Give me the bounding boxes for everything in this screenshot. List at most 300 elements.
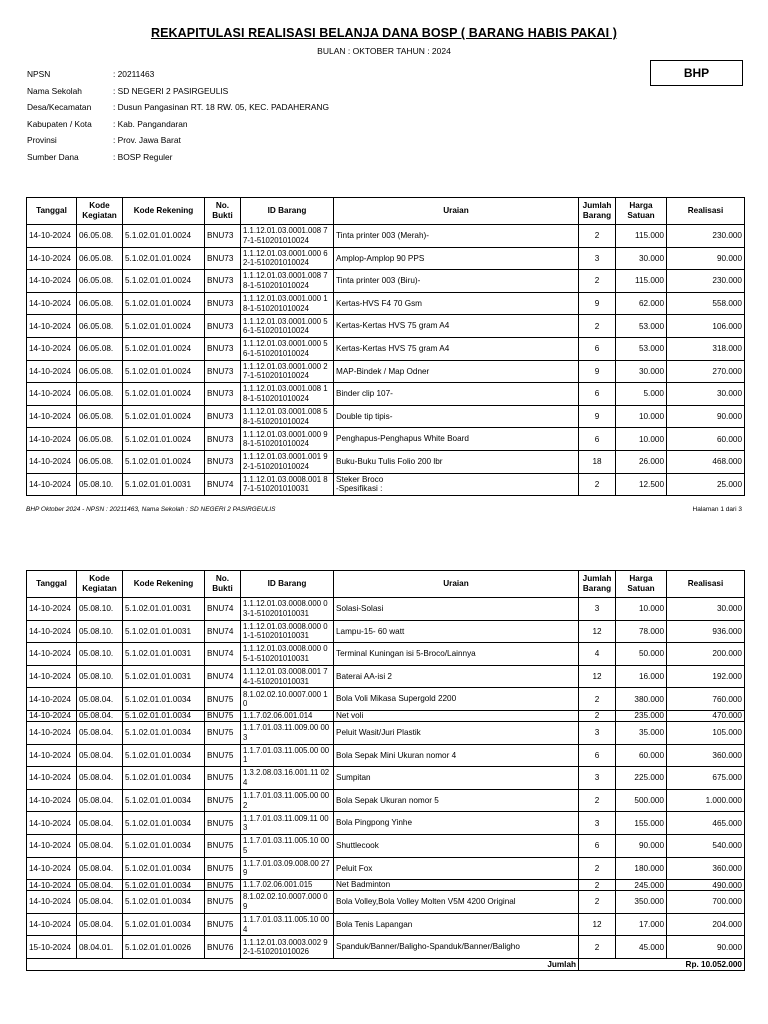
- cell-uraian: Steker Broco -Spesifikasi :: [334, 473, 579, 496]
- cell-harga: 12.500: [616, 473, 667, 496]
- cell-uraian: Kertas-Kertas HVS 75 gram A4: [334, 337, 579, 360]
- cell-id-barang: 1.1.7.02.06.001.015: [241, 880, 334, 891]
- cell-no-bukti: BNU74: [205, 473, 241, 496]
- table-row: [27, 247, 745, 270]
- cell-harga: 35.000: [616, 721, 667, 744]
- cell-kode-kegiatan: 05.08.04.: [77, 688, 123, 711]
- col-id-barang: ID Barang: [241, 571, 334, 598]
- cell-uraian: Kertas-HVS F4 70 Gsm: [334, 292, 579, 315]
- cell-id-barang: 1.1.7.01.03.11.009.11 003: [241, 812, 334, 835]
- cell-id-barang: 1.1.12.01.03.0008.000 05-1-510201010031: [241, 643, 334, 666]
- table-row: [27, 857, 745, 880]
- cell-jumlah: 6: [579, 744, 616, 767]
- cell-kode-kegiatan: 05.08.04.: [77, 891, 123, 914]
- cell-tanggal: 14-10-2024: [27, 688, 77, 711]
- page-number: Halaman 1 dari 3: [692, 506, 742, 513]
- cell-harga: 30.000: [616, 247, 667, 270]
- cell-harga: 155.000: [616, 812, 667, 835]
- cell-no-bukti: BNU75: [205, 688, 241, 711]
- cell-id-barang: 1.1.7.01.03.09.008.00 279: [241, 857, 334, 880]
- total-label: Jumlah: [27, 958, 579, 970]
- table-row: [27, 405, 745, 428]
- cell-uraian: Penghapus-Penghapus White Board: [334, 428, 579, 451]
- expense-table-page-2: [26, 570, 745, 971]
- cell-jumlah: 2: [579, 789, 616, 812]
- cell-id-barang: 1.1.12.01.03.0001.008 58-1-510201010024: [241, 405, 334, 428]
- cell-realisasi: 25.000: [667, 473, 745, 496]
- cell-tanggal: 14-10-2024: [27, 620, 77, 643]
- cell-tanggal: 14-10-2024: [27, 857, 77, 880]
- cell-kode-kegiatan: 05.08.04.: [77, 721, 123, 744]
- cell-harga: 30.000: [616, 360, 667, 383]
- cell-id-barang: 1.1.7.01.03.11.009.00 003: [241, 721, 334, 744]
- cell-tanggal: 14-10-2024: [27, 247, 77, 270]
- cell-id-barang: 1.1.12.01.03.0001.008 18-1-510201010024: [241, 383, 334, 406]
- cell-uraian: Tinta printer 003 (Merah)-: [334, 225, 579, 248]
- cell-no-bukti: BNU74: [205, 643, 241, 666]
- cell-uraian: Binder clip 107-: [334, 383, 579, 406]
- cell-id-barang: 1.1.12.01.03.0001.000 18-1-510201010024: [241, 292, 334, 315]
- cell-realisasi: 105.000: [667, 721, 745, 744]
- cell-no-bukti: BNU73: [205, 225, 241, 248]
- col-kode-kegiatan: Kode Kegiatan: [77, 571, 123, 598]
- cell-harga: 10.000: [616, 405, 667, 428]
- cell-tanggal: 14-10-2024: [27, 834, 77, 857]
- cell-no-bukti: BNU75: [205, 880, 241, 891]
- table-row: [27, 880, 745, 891]
- cell-harga: 45.000: [616, 936, 667, 959]
- cell-realisasi: 60.000: [667, 428, 745, 451]
- cell-no-bukti: BNU76: [205, 936, 241, 959]
- cell-realisasi: 230.000: [667, 225, 745, 248]
- cell-id-barang: 1.1.12.01.03.0001.000 56-1-510201010024: [241, 337, 334, 360]
- cell-tanggal: 14-10-2024: [27, 598, 77, 621]
- cell-jumlah: 4: [579, 643, 616, 666]
- cell-id-barang: 1.1.7.01.03.11.005.00 001: [241, 744, 334, 767]
- cell-no-bukti: BNU73: [205, 315, 241, 338]
- cell-kode-rekening: 5.1.02.01.01.0024: [123, 405, 205, 428]
- table-row: [27, 315, 745, 338]
- cell-uraian: Spanduk/Banner/Baligho-Spanduk/Banner/Baligho: [334, 936, 579, 959]
- cell-tanggal: 14-10-2024: [27, 789, 77, 812]
- expense-table-page-1: [26, 197, 745, 496]
- table-row: [27, 598, 745, 621]
- table-row: [27, 428, 745, 451]
- table-row: [27, 620, 745, 643]
- cell-uraian: Buku-Buku Tulis Folio 200 lbr: [334, 450, 579, 473]
- table-row: [27, 913, 745, 936]
- cell-kode-kegiatan: 05.08.04.: [77, 767, 123, 790]
- cell-jumlah: 2: [579, 225, 616, 248]
- cell-tanggal: 14-10-2024: [27, 383, 77, 406]
- cell-kode-kegiatan: 06.05.08.: [77, 270, 123, 293]
- info-row: [27, 102, 329, 119]
- cell-realisasi: 360.000: [667, 744, 745, 767]
- info-value: : 20211463: [113, 69, 155, 79]
- cell-tanggal: 14-10-2024: [27, 665, 77, 688]
- cell-kode-rekening: 5.1.02.01.01.0026: [123, 936, 205, 959]
- cell-harga: 115.000: [616, 225, 667, 248]
- cell-kode-kegiatan: 05.08.04.: [77, 710, 123, 721]
- cell-jumlah: 18: [579, 450, 616, 473]
- cell-realisasi: 90.000: [667, 936, 745, 959]
- cell-kode-rekening: 5.1.02.01.01.0034: [123, 812, 205, 835]
- cell-tanggal: 14-10-2024: [27, 880, 77, 891]
- cell-kode-rekening: 5.1.02.01.01.0034: [123, 834, 205, 857]
- cell-kode-rekening: 5.1.02.01.01.0031: [123, 620, 205, 643]
- cell-id-barang: 1.1.7.01.03.11.005.10 005: [241, 834, 334, 857]
- cell-realisasi: 360.000: [667, 857, 745, 880]
- cell-jumlah: 12: [579, 665, 616, 688]
- total-row: [27, 958, 745, 970]
- cell-kode-kegiatan: 05.08.10.: [77, 665, 123, 688]
- cell-harga: 26.000: [616, 450, 667, 473]
- bhp-badge: BHP: [650, 60, 743, 86]
- cell-no-bukti: BNU75: [205, 834, 241, 857]
- cell-no-bukti: BNU74: [205, 598, 241, 621]
- cell-kode-kegiatan: 05.08.04.: [77, 789, 123, 812]
- cell-tanggal: 14-10-2024: [27, 225, 77, 248]
- cell-kode-kegiatan: 05.08.10.: [77, 643, 123, 666]
- cell-harga: 235.000: [616, 710, 667, 721]
- cell-uraian: Bola Voli Mikasa Supergold 2200: [334, 688, 579, 711]
- cell-jumlah: 2: [579, 473, 616, 496]
- cell-uraian: Net voli: [334, 710, 579, 721]
- cell-harga: 17.000: [616, 913, 667, 936]
- cell-id-barang: 1.3.2.08.03.16.001.11 024: [241, 767, 334, 790]
- cell-kode-rekening: 5.1.02.01.01.0034: [123, 891, 205, 914]
- cell-no-bukti: BNU73: [205, 292, 241, 315]
- cell-realisasi: 204.000: [667, 913, 745, 936]
- cell-realisasi: 700.000: [667, 891, 745, 914]
- table-header-row: [27, 198, 745, 225]
- cell-kode-rekening: 5.1.02.01.01.0024: [123, 428, 205, 451]
- cell-kode-rekening: 5.1.02.01.01.0031: [123, 643, 205, 666]
- cell-jumlah: 6: [579, 383, 616, 406]
- info-row: [27, 86, 329, 103]
- cell-realisasi: 540.000: [667, 834, 745, 857]
- cell-realisasi: 936.000: [667, 620, 745, 643]
- cell-no-bukti: BNU75: [205, 721, 241, 744]
- cell-jumlah: 3: [579, 598, 616, 621]
- cell-id-barang: 1.1.12.01.03.0001.001 92-1-510201010024: [241, 450, 334, 473]
- cell-id-barang: 1.1.12.01.03.0001.000 27-1-510201010024: [241, 360, 334, 383]
- cell-tanggal: 14-10-2024: [27, 292, 77, 315]
- cell-tanggal: 14-10-2024: [27, 405, 77, 428]
- cell-uraian: Tinta printer 003 (Biru)-: [334, 270, 579, 293]
- table-row: [27, 688, 745, 711]
- cell-harga: 180.000: [616, 857, 667, 880]
- cell-realisasi: 90.000: [667, 247, 745, 270]
- cell-no-bukti: BNU75: [205, 857, 241, 880]
- cell-uraian: Amplop-Amplop 90 PPS: [334, 247, 579, 270]
- info-row: [27, 119, 329, 136]
- cell-kode-kegiatan: 05.08.10.: [77, 598, 123, 621]
- cell-jumlah: 3: [579, 767, 616, 790]
- cell-harga: 380.000: [616, 688, 667, 711]
- cell-id-barang: 1.1.12.01.03.0001.000 98-1-510201010024: [241, 428, 334, 451]
- col-kode-rekening: Kode Rekening: [123, 571, 205, 598]
- cell-kode-kegiatan: 06.05.08.: [77, 247, 123, 270]
- cell-kode-kegiatan: 06.05.08.: [77, 337, 123, 360]
- report-period: BULAN : OKTOBER TAHUN : 2024: [317, 46, 451, 56]
- table-row: [27, 360, 745, 383]
- cell-no-bukti: BNU73: [205, 360, 241, 383]
- cell-jumlah: 2: [579, 891, 616, 914]
- col-jumlah: Jumlah Barang: [579, 571, 616, 598]
- cell-id-barang: 1.1.7.02.06.001.014: [241, 710, 334, 721]
- cell-jumlah: 2: [579, 936, 616, 959]
- cell-realisasi: 230.000: [667, 270, 745, 293]
- cell-tanggal: 14-10-2024: [27, 473, 77, 496]
- cell-uraian: Kertas-Kertas HVS 75 gram A4: [334, 315, 579, 338]
- cell-id-barang: 1.1.12.01.03.0001.008 78-1-510201010024: [241, 270, 334, 293]
- info-value: : Kab. Pangandaran: [113, 118, 188, 129]
- col-harga: Harga Satuan: [616, 198, 667, 225]
- cell-jumlah: 2: [579, 880, 616, 891]
- cell-jumlah: 6: [579, 834, 616, 857]
- cell-jumlah: 3: [579, 812, 616, 835]
- cell-jumlah: 9: [579, 292, 616, 315]
- col-realisasi: Realisasi: [667, 571, 745, 598]
- cell-harga: 53.000: [616, 337, 667, 360]
- cell-harga: 53.000: [616, 315, 667, 338]
- cell-kode-kegiatan: 05.08.10.: [77, 620, 123, 643]
- table-row: [27, 891, 745, 914]
- cell-realisasi: 465.000: [667, 812, 745, 835]
- cell-realisasi: 675.000: [667, 767, 745, 790]
- school-info: [27, 69, 329, 168]
- cell-tanggal: 14-10-2024: [27, 428, 77, 451]
- info-value: : SD NEGERI 2 PASIRGEULIS: [113, 85, 229, 96]
- cell-kode-rekening: 5.1.02.01.01.0034: [123, 744, 205, 767]
- cell-uraian: Double tip tipis-: [334, 405, 579, 428]
- cell-realisasi: 270.000: [667, 360, 745, 383]
- cell-kode-kegiatan: 06.05.08.: [77, 428, 123, 451]
- info-label: Provinsi: [27, 135, 57, 145]
- info-label: Desa/Kecamatan: [27, 102, 92, 112]
- cell-tanggal: 14-10-2024: [27, 450, 77, 473]
- cell-uraian: Terminal Kuningan isi 5-Broco/Lainnya: [334, 643, 579, 666]
- cell-kode-kegiatan: 06.05.08.: [77, 292, 123, 315]
- cell-kode-kegiatan: 08.04.01.: [77, 936, 123, 959]
- info-label: Nama Sekolah: [27, 85, 82, 96]
- info-label: Kabupaten / Kota: [27, 118, 92, 129]
- cell-uraian: Peluit Wasit/Juri Plastik: [334, 721, 579, 744]
- table-row: [27, 812, 745, 835]
- cell-kode-rekening: 5.1.02.01.01.0024: [123, 337, 205, 360]
- cell-jumlah: 6: [579, 337, 616, 360]
- cell-kode-rekening: 5.1.02.01.01.0024: [123, 270, 205, 293]
- info-label: NPSN: [27, 69, 51, 79]
- col-id-barang: ID Barang: [241, 198, 334, 225]
- cell-realisasi: 1.000.000: [667, 789, 745, 812]
- cell-realisasi: 106.000: [667, 315, 745, 338]
- cell-kode-rekening: 5.1.02.01.01.0024: [123, 315, 205, 338]
- col-kode-rekening: Kode Rekening: [123, 198, 205, 225]
- cell-harga: 78.000: [616, 620, 667, 643]
- cell-id-barang: 1.1.7.01.03.11.005.10 004: [241, 913, 334, 936]
- cell-harga: 350.000: [616, 891, 667, 914]
- cell-kode-rekening: 5.1.02.01.01.0024: [123, 360, 205, 383]
- cell-kode-kegiatan: 06.05.08.: [77, 225, 123, 248]
- cell-id-barang: 1.1.12.01.03.0001.008 77-1-510201010024: [241, 225, 334, 248]
- cell-kode-rekening: 5.1.02.01.01.0031: [123, 598, 205, 621]
- cell-tanggal: 14-10-2024: [27, 270, 77, 293]
- cell-no-bukti: BNU73: [205, 383, 241, 406]
- col-kode-kegiatan: Kode Kegiatan: [77, 198, 123, 225]
- info-value: : BOSP Reguler: [113, 151, 173, 162]
- cell-uraian: Bola Sepak Ukuran nomor 5: [334, 789, 579, 812]
- table-row: [27, 710, 745, 721]
- cell-realisasi: 468.000: [667, 450, 745, 473]
- col-realisasi: Realisasi: [667, 198, 745, 225]
- cell-realisasi: 90.000: [667, 405, 745, 428]
- cell-uraian: Bola Tenis Lapangan: [334, 913, 579, 936]
- cell-id-barang: 1.1.12.01.03.0001.000 62-1-510201010024: [241, 247, 334, 270]
- cell-tanggal: 14-10-2024: [27, 315, 77, 338]
- cell-no-bukti: BNU73: [205, 270, 241, 293]
- cell-kode-rekening: 5.1.02.01.01.0024: [123, 292, 205, 315]
- table-row: [27, 936, 745, 959]
- cell-kode-rekening: 5.1.02.01.01.0034: [123, 710, 205, 721]
- table-row: [27, 473, 745, 496]
- info-row: [27, 135, 329, 152]
- cell-realisasi: 558.000: [667, 292, 745, 315]
- cell-jumlah: 2: [579, 857, 616, 880]
- col-tanggal: Tanggal: [27, 198, 77, 225]
- cell-kode-kegiatan: 05.08.04.: [77, 744, 123, 767]
- cell-tanggal: 14-10-2024: [27, 643, 77, 666]
- cell-realisasi: 200.000: [667, 643, 745, 666]
- cell-jumlah: 3: [579, 721, 616, 744]
- cell-id-barang: 8.1.02.02.10.0007.000 10: [241, 688, 334, 711]
- cell-harga: 62.000: [616, 292, 667, 315]
- cell-realisasi: 470.000: [667, 710, 745, 721]
- cell-kode-rekening: 5.1.02.01.01.0034: [123, 913, 205, 936]
- cell-harga: 60.000: [616, 744, 667, 767]
- cell-tanggal: 14-10-2024: [27, 744, 77, 767]
- table-header-row: [27, 571, 745, 598]
- cell-uraian: Bola Pingpong Yinhe: [334, 812, 579, 835]
- cell-kode-rekening: 5.1.02.01.01.0034: [123, 767, 205, 790]
- cell-kode-kegiatan: 06.05.08.: [77, 405, 123, 428]
- table-row: [27, 721, 745, 744]
- cell-harga: 5.000: [616, 383, 667, 406]
- info-value: : Prov. Jawa Barat: [113, 135, 181, 145]
- table-row: [27, 383, 745, 406]
- cell-tanggal: 14-10-2024: [27, 891, 77, 914]
- cell-jumlah: 2: [579, 688, 616, 711]
- cell-no-bukti: BNU75: [205, 767, 241, 790]
- cell-harga: 10.000: [616, 598, 667, 621]
- table-row: [27, 744, 745, 767]
- col-harga: Harga Satuan: [616, 571, 667, 598]
- cell-jumlah: 12: [579, 620, 616, 643]
- table-row: [27, 789, 745, 812]
- cell-no-bukti: BNU73: [205, 247, 241, 270]
- cell-harga: 90.000: [616, 834, 667, 857]
- table-row: [27, 292, 745, 315]
- cell-realisasi: 192.000: [667, 665, 745, 688]
- cell-kode-rekening: 5.1.02.01.01.0024: [123, 383, 205, 406]
- cell-kode-rekening: 5.1.02.01.01.0031: [123, 473, 205, 496]
- cell-id-barang: 8.1.02.02.10.0007.000 09: [241, 891, 334, 914]
- cell-id-barang: 1.1.12.01.03.0003.002 92-1-510201010026: [241, 936, 334, 959]
- cell-id-barang: 1.1.12.01.03.0008.000 03-1-510201010031: [241, 598, 334, 621]
- cell-uraian: Sumpitan: [334, 767, 579, 790]
- cell-no-bukti: BNU74: [205, 665, 241, 688]
- cell-no-bukti: BNU75: [205, 710, 241, 721]
- cell-harga: 50.000: [616, 643, 667, 666]
- cell-tanggal: 14-10-2024: [27, 710, 77, 721]
- cell-kode-rekening: 5.1.02.01.01.0024: [123, 225, 205, 248]
- cell-id-barang: 1.1.12.01.03.0008.001 87-1-510201010031: [241, 473, 334, 496]
- cell-no-bukti: BNU73: [205, 337, 241, 360]
- info-label: Sumber Dana: [27, 151, 79, 162]
- cell-kode-kegiatan: 06.05.08.: [77, 450, 123, 473]
- report-title: REKAPITULASI REALISASI BELANJA DANA BOSP ( BARANG HABIS PAKAI ): [150, 26, 618, 40]
- cell-kode-kegiatan: 05.08.04.: [77, 857, 123, 880]
- col-no-bukti: No. Bukti: [205, 198, 241, 225]
- cell-realisasi: 490.000: [667, 880, 745, 891]
- cell-jumlah: 3: [579, 247, 616, 270]
- cell-kode-kegiatan: 05.08.10.: [77, 473, 123, 496]
- cell-no-bukti: BNU75: [205, 812, 241, 835]
- cell-jumlah: 6: [579, 428, 616, 451]
- cell-kode-kegiatan: 05.08.04.: [77, 913, 123, 936]
- cell-jumlah: 12: [579, 913, 616, 936]
- cell-kode-kegiatan: 06.05.08.: [77, 315, 123, 338]
- cell-no-bukti: BNU74: [205, 620, 241, 643]
- cell-kode-kegiatan: 05.08.04.: [77, 812, 123, 835]
- total-value: Rp. 10.052.000: [579, 958, 745, 970]
- table-row: [27, 665, 745, 688]
- table-row: [27, 337, 745, 360]
- col-tanggal: Tanggal: [27, 571, 77, 598]
- cell-realisasi: 318.000: [667, 337, 745, 360]
- cell-harga: 500.000: [616, 789, 667, 812]
- cell-kode-kegiatan: 05.08.04.: [77, 880, 123, 891]
- info-row: [27, 152, 329, 169]
- cell-harga: 225.000: [616, 767, 667, 790]
- col-no-bukti: No. Bukti: [205, 571, 241, 598]
- cell-tanggal: 14-10-2024: [27, 337, 77, 360]
- cell-harga: 115.000: [616, 270, 667, 293]
- info-row: [27, 69, 329, 86]
- cell-id-barang: 1.1.12.01.03.0001.000 56-1-510201010024: [241, 315, 334, 338]
- cell-realisasi: 30.000: [667, 598, 745, 621]
- cell-realisasi: 30.000: [667, 383, 745, 406]
- cell-uraian: Bola Sepak Mini Ukuran nomor 4: [334, 744, 579, 767]
- table-row: [27, 450, 745, 473]
- cell-id-barang: 1.1.12.01.03.0008.000 01-1-510201010031: [241, 620, 334, 643]
- cell-no-bukti: BNU75: [205, 891, 241, 914]
- cell-kode-rekening: 5.1.02.01.01.0034: [123, 688, 205, 711]
- cell-kode-rekening: 5.1.02.01.01.0034: [123, 721, 205, 744]
- cell-no-bukti: BNU75: [205, 744, 241, 767]
- cell-kode-rekening: 5.1.02.01.01.0024: [123, 450, 205, 473]
- cell-uraian: Net Badminton: [334, 880, 579, 891]
- table-row: [27, 643, 745, 666]
- cell-uraian: Solasi-Solasi: [334, 598, 579, 621]
- cell-kode-rekening: 5.1.02.01.01.0034: [123, 880, 205, 891]
- cell-realisasi: 760.000: [667, 688, 745, 711]
- col-uraian: Uraian: [334, 198, 579, 225]
- table-row: [27, 225, 745, 248]
- cell-uraian: Lampu-15- 60 watt: [334, 620, 579, 643]
- cell-id-barang: 1.1.7.01.03.11.005.00 002: [241, 789, 334, 812]
